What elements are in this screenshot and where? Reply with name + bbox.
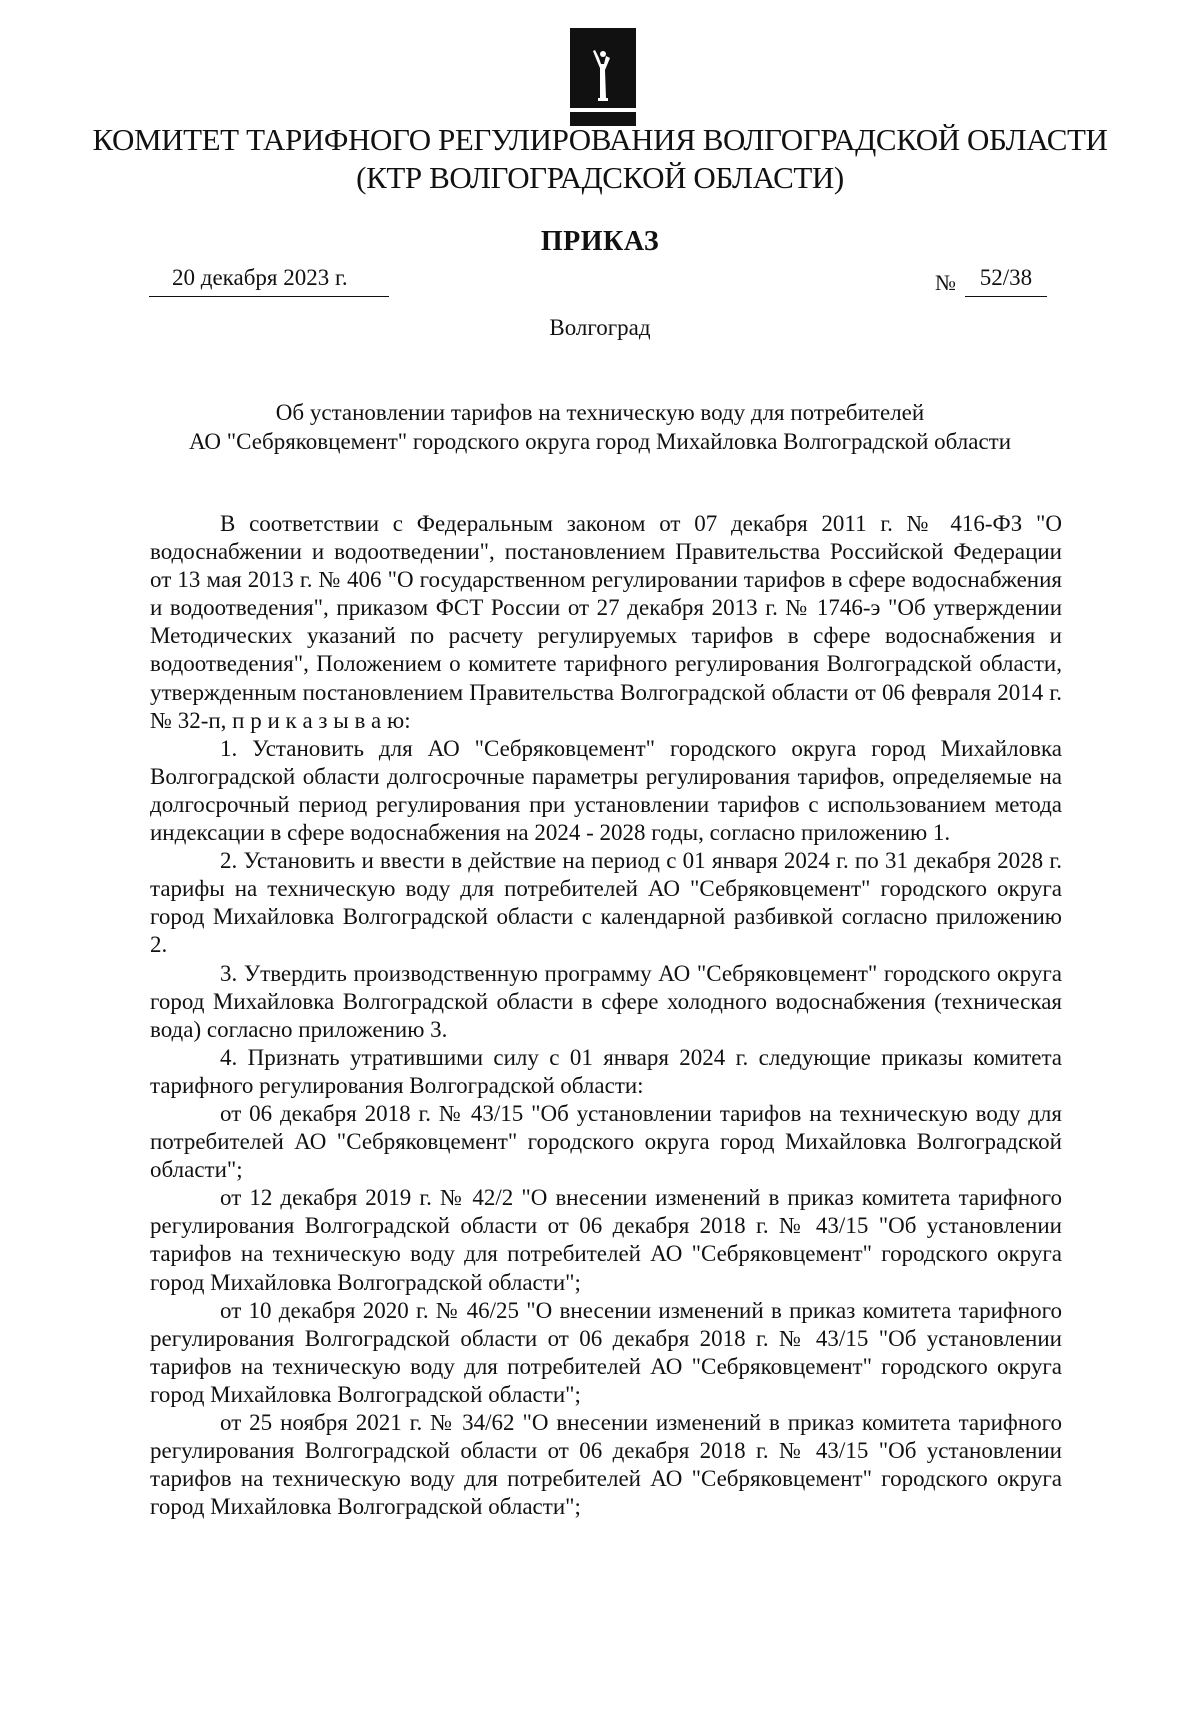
- document-subject: [0, 398, 1200, 456]
- document-number: 52/38: [965, 265, 1047, 297]
- paragraph-preamble: В соответствии с Федеральным законом от 07 декабря 2011 г. № 416-ФЗ "О водоснабжении и водоотведении", постановлением Правительства Российской Федерации от 13 мая 2013 г. № 406 "О государственном регулировании тарифов в сфере водоснабжения и водоотведения", приказом ФСТ России от 27 декабря 2013 г. № 1746-э "Об утверждении Методических указаний по расчету регулируемых тарифов в сфере водоснабжения и водоотведения", Положением о комитете тарифного регулирования Волгоградской области, утвержденным постановлением Правительства Волгоградской области от 06 февраля 2014 г. № 32-п, п р и к а з ы в а ю:: [150, 511, 1062, 733]
- paragraph-item-1: 1. Установить для АО "Себряковцемент" городского округа город Михайловка Волгоградской области долгосрочные параметры регулирования тарифов, определяемые на долгосрочный период регулирования при установлении тарифов с использованием метода индексации в сфере водоснабжения на 2024 - 2028 годы, согласно приложению 1.: [150, 735, 1062, 846]
- paragraph-repealed-order-1: от 06 декабря 2018 г. № 43/15 "Об установлении тарифов на техническую воду для потребителей АО "Себряковцемент" городского округа город Михайловка Волгоградской области";: [150, 1100, 1062, 1183]
- org-name-line1: КОМИТЕТ ТАРИФНОГО РЕГУЛИРОВАНИЯ ВОЛГОГРАДСКОЙ ОБЛАСТИ: [92, 122, 1108, 157]
- paragraph-item-4: 4. Признать утратившими силу с 01 января 2024 г. следующие приказы комитета тарифного регулирования Волгоградской области:: [150, 1044, 1062, 1098]
- document-city: Волгоград: [549, 315, 651, 340]
- document-body: [150, 510, 1062, 1521]
- paragraph-repealed-order-3: от 10 декабря 2020 г. № 46/25 "О внесении изменений в приказ комитета тарифного регулирования Волгоградской области от 06 декабря 2018 г. № 43/15 "Об установлении тарифов на техническую воду для потребителей АО "Себряковцемент" городского округа город Михайловка Волгоградской области";: [150, 1297, 1062, 1407]
- subject-line2: АО "Себряковцемент" городского округа город Михайловка Волгоградской области: [188, 429, 1012, 454]
- paragraph-repealed-order-4: от 25 ноября 2021 г. № 34/62 "О внесении изменений в приказ комитета тарифного регулирования Волгоградской области от 06 декабря 2018 г. № 43/15 "Об установлении тарифов на техническую воду для потребителей АО "Себряковцемент" городского округа город Михайловка Волгоградской области";: [150, 1410, 1062, 1520]
- org-name-line2: (КТР ВОЛГОГРАДСКОЙ ОБЛАСТИ): [356, 160, 844, 195]
- paragraph-item-3: 3. Утвердить производственную программу АО "Себряковцемент" городского округа город Михайловка Волгоградской области в сфере холодного водоснабжения (техническая вода) согласно приложению 3.: [150, 960, 1062, 1042]
- document-type-title: ПРИКАЗ: [540, 226, 660, 257]
- paragraph-item-2: 2. Установить и ввести в действие на период с 01 января 2024 г. по 31 декабря 2028 г. тарифы на техническую воду для потребителей АО "Себряковцемент" городского округа город Михайловка Волгоградской области с календарной разбивкой согласно приложению 2.: [150, 848, 1062, 958]
- document-number-label: №: [935, 270, 956, 295]
- paragraph-repealed-order-2: от 12 декабря 2019 г. № 42/2 "О внесении изменений в приказ комитета тарифного регулирования Волгоградской области от 06 декабря 2018 г. № 43/15 "Об установлении тарифов на техническую воду для потребителей АО "Себряковцемент" городского округа город Михайловка Волгоградской области";: [150, 1185, 1062, 1295]
- coat-of-arms-emblem: [570, 28, 636, 126]
- subject-line1: Об установлении тарифов на техническую воду для потребителей: [275, 400, 925, 425]
- document-date: 20 декабря 2023 г.: [149, 265, 389, 297]
